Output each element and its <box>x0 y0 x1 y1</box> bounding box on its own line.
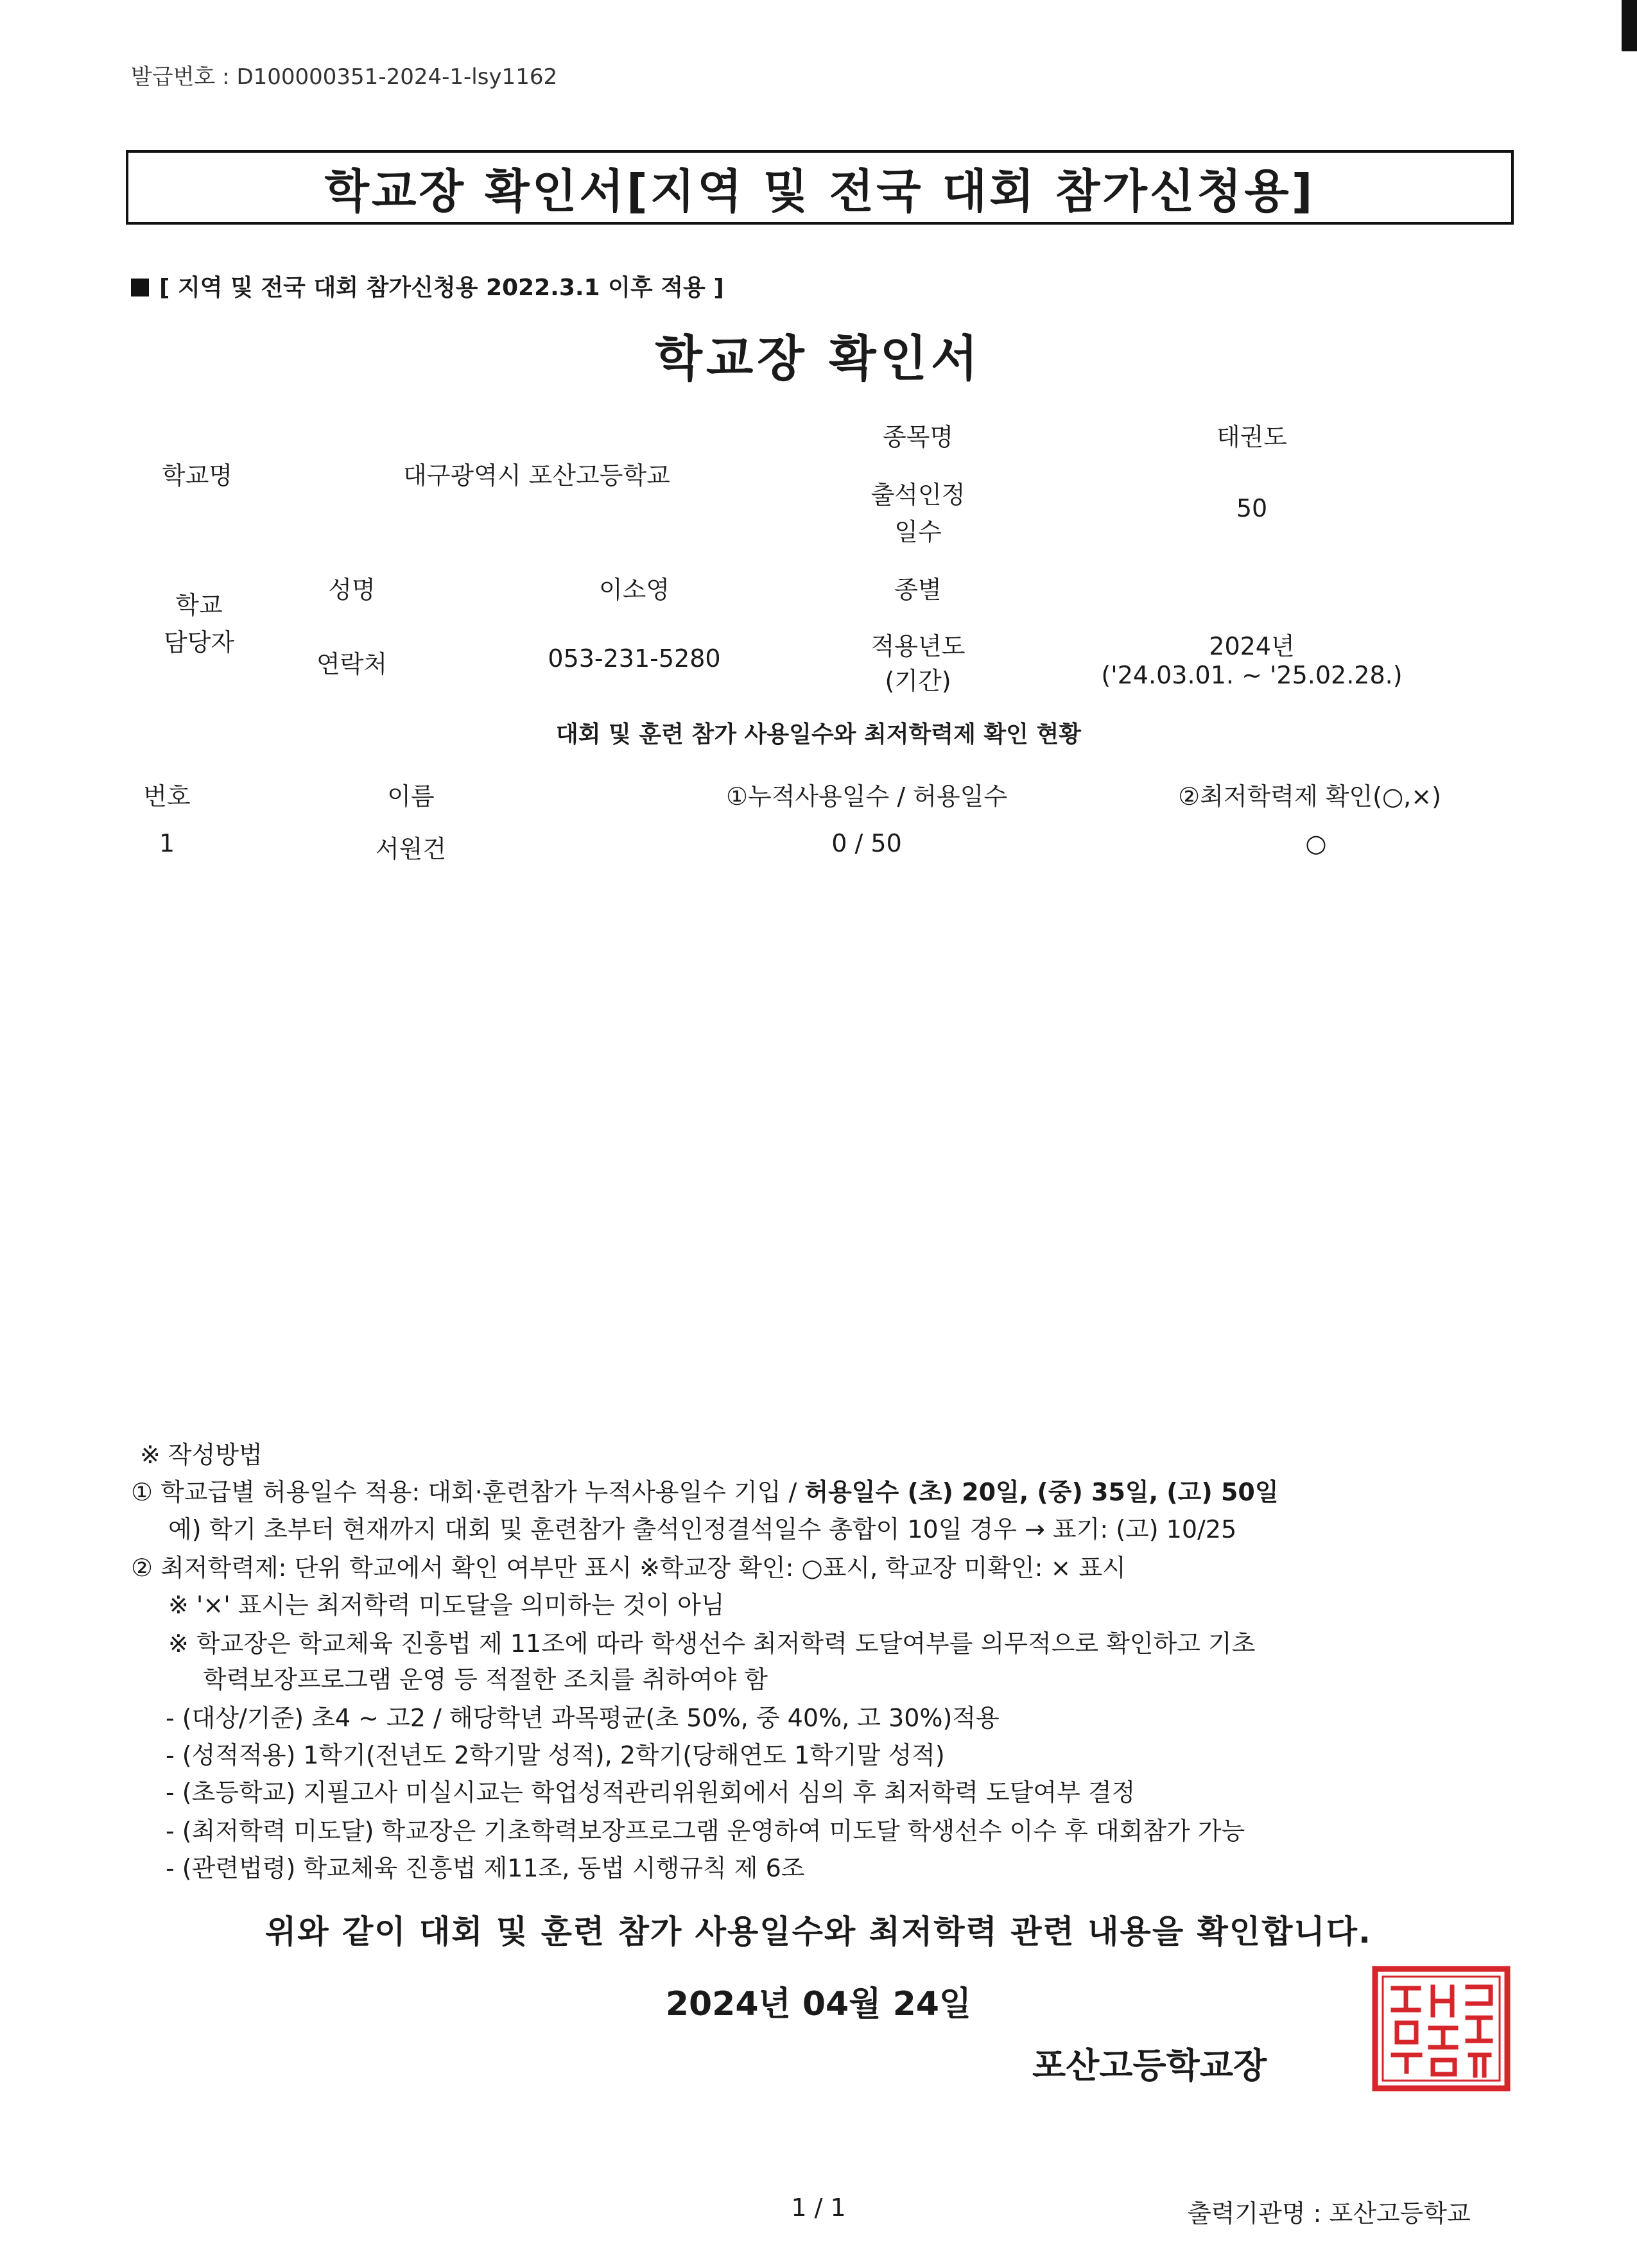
event-label: 종목명 <box>882 423 954 451</box>
school-label: 학교명 <box>162 461 233 490</box>
status-heading: 대회 및 훈련 참가 사용일수와 최저학력제 확인 현황 <box>555 721 1082 748</box>
bullet-square-icon <box>131 279 149 296</box>
attendance-value: 50 <box>1236 494 1268 522</box>
scan-edge-mark <box>1622 0 1637 51</box>
notes-line-11: - (관련법령) 학교체육 진흥법 제11조, 동법 시행규칙 제 6조 <box>166 1854 805 1882</box>
contact-value: 053-231-5280 <box>548 644 721 673</box>
contact-label: 연락처 <box>316 650 388 678</box>
name-label: 성명 <box>328 576 376 604</box>
page-number: 1 / 1 <box>791 2194 846 2222</box>
name-value: 이소영 <box>598 576 670 604</box>
table-header-usage-days: ①누적사용일수 / 허용일수 <box>725 782 1008 811</box>
manager-label-line1: 학교 <box>175 591 223 619</box>
notes-line-2: 예) 학기 초부터 현재까지 대회 및 훈련참가 출석인정결석일수 총합이 10일 경우 → 표기: (고) 10/25 <box>168 1515 1237 1543</box>
event-value: 태권도 <box>1216 423 1288 451</box>
section-note <box>131 270 724 302</box>
table-header-number: 번호 <box>143 782 191 811</box>
year-label-line1: 적용년도 <box>870 632 966 660</box>
issue-date: 2024년 04월 24일 <box>665 1985 972 2023</box>
document-title: 학교장 확인서[지역 및 전국 대회 참가신청용] <box>324 164 1315 218</box>
type-label: 종별 <box>894 576 942 604</box>
table-cell-min-grade: ○ <box>1305 829 1327 857</box>
notes-line-9: - (초등학교) 지필고사 미실시교는 학업성적관리위원회에서 심의 후 최저학력 도달여부 결정 <box>166 1778 1136 1807</box>
notes-line-7: - (대상/기준) 초4 ~ 고2 / 해당학년 과목평균(초 50%, 중 40%, 고 30%)적용 <box>166 1704 1000 1732</box>
school-value: 대구광역시 포산고등학교 <box>403 461 670 490</box>
notes-title: ※ 작성방법 <box>140 1441 263 1469</box>
main-title: 학교장 확인서 <box>655 330 982 387</box>
attendance-label-line1: 출석인정 <box>870 481 966 509</box>
table-header-name: 이름 <box>387 782 435 811</box>
table-cell-number: 1 <box>159 829 175 857</box>
notes-line-10: - (최저학력 미도달) 학교장은 기초학력보장프로그램 운영하여 미도달 학생선수 이수 후 대회참가 가능 <box>166 1817 1245 1845</box>
notes-line-1 <box>131 1472 1279 1508</box>
principal-name: 포산고등학교장 <box>1032 2045 1267 2086</box>
issuing-organization: 출력기관명 : 포산고등학교 <box>1188 2199 1471 2228</box>
notes-line-1-text: ① 학교급별 허용일수 적용: 대회·훈련참가 누적사용일수 기입 / <box>131 1478 805 1506</box>
year-value-line1: 2024년 <box>1209 632 1295 660</box>
notes-line-5: ※ 학교장은 학교체육 진흥법 제 11조에 따라 학생선수 최저학력 도달여부를 의무적으로 확인하고 기초 <box>168 1629 1256 1658</box>
issue-number: 발급번호 : D100000351-2024-1-lsy1162 <box>131 64 558 90</box>
section-note-text: [ 지역 및 전국 대회 참가신청용 2022.3.1 이후 적용 ] <box>159 275 724 301</box>
confirmation-statement: 위와 같이 대회 및 훈련 참가 사용일수와 최저학력 관련 내용을 확인합니다. <box>264 1913 1373 1950</box>
notes-line-8: - (성적적용) 1학기(전년도 2학기말 성적), 2학기(당해연도 1학기말 성적) <box>166 1741 945 1769</box>
attendance-label-line2: 일수 <box>894 518 942 546</box>
year-value-line2: ('24.03.01. ~ '25.02.28.) <box>1101 661 1403 689</box>
year-label-line2: (기간) <box>885 667 951 695</box>
table-header-min-grade: ②최저학력제 확인(○,×) <box>1178 782 1441 811</box>
notes-line-1-emphasis: 허용일수 (초) 20일, (중) 35일, (고) 50일 <box>804 1478 1279 1506</box>
notes-line-4: ※ '×' 표시는 최저학력 미도달을 의미하는 것이 아님 <box>168 1591 725 1619</box>
table-cell-usage-days: 0 / 50 <box>831 829 902 857</box>
notes-line-3: ② 최저학력제: 단위 학교에서 확인 여부만 표시 ※학교장 확인: ○표시, 학교장 미확인: × 표시 <box>131 1554 1126 1582</box>
official-seal-stamp <box>1371 1965 1511 2092</box>
seal-glyph-strokes <box>1393 1987 1491 2075</box>
table-cell-name: 서원건 <box>375 835 447 863</box>
document-title-box <box>126 150 1514 225</box>
manager-label-line2: 담당자 <box>163 628 235 657</box>
notes-line-6: 학력보장프로그램 운영 등 적절한 조치를 취하여야 함 <box>203 1665 768 1694</box>
